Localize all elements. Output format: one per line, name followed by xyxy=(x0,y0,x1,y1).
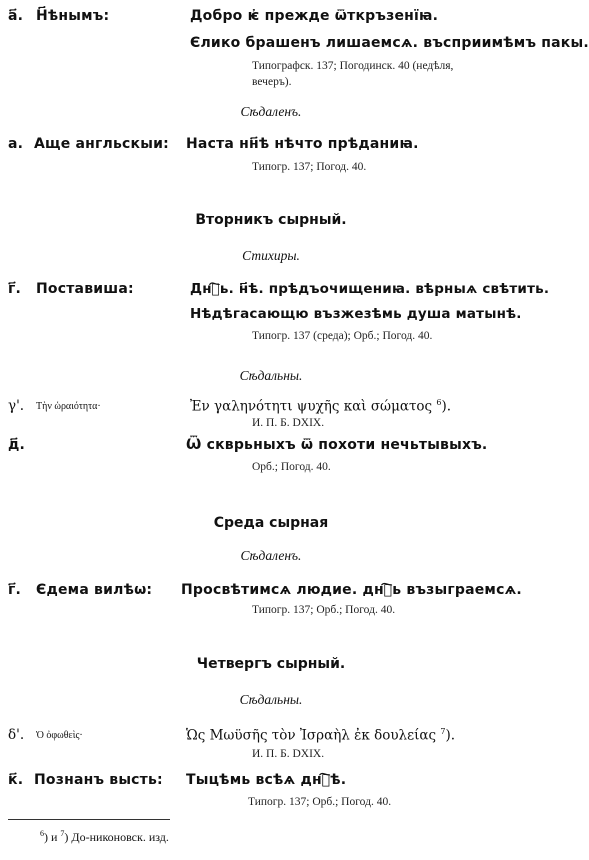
entry-source: Орб.; Погод. 40. xyxy=(252,461,331,473)
section-subheading: Сѣдальны. xyxy=(239,692,303,707)
entry-incipit: Аще англьскыи: xyxy=(34,136,169,152)
entry-number: г҃. xyxy=(8,582,22,598)
footnote-join: ) и xyxy=(44,830,58,844)
footnote-marker: 7 xyxy=(60,829,65,838)
entry-text-line: Тыцѣмь всѣѧ днⷭ҇ѣ. xyxy=(186,772,347,788)
entry-text-line: Єлико брашенъ лишаемсѧ. въсприимѣмъ пакы. xyxy=(190,35,589,51)
entry-text-line: Наста нн҃ѣ нѣчто прѣданиꙗ. xyxy=(186,136,419,152)
entry-greek-line xyxy=(190,398,451,415)
entry-number: а. xyxy=(8,136,24,152)
entry-greek-line xyxy=(186,727,455,744)
entry-source: Типогр. 137; Орб.; Погод. 40. xyxy=(248,796,392,808)
entry-source: И. П. Б. DXIX. xyxy=(252,748,325,760)
entry-number: к҃. xyxy=(8,772,24,788)
greek-text-end: ). xyxy=(445,727,456,744)
section-subheading: Стихиры. xyxy=(242,248,300,263)
entry-source: И. П. Б. DXIX. xyxy=(252,417,325,429)
footnote-marker: 7 xyxy=(440,727,446,736)
footnote-marker: 6 xyxy=(40,829,44,838)
section-subheading: Сѣдаленъ. xyxy=(240,548,302,563)
footnote-rule xyxy=(8,819,170,820)
greek-text: Ὡς Μωϋσῆς τὸν Ἰσραὴλ ἐκ δουλείας xyxy=(186,727,437,744)
entry-number: δ'. xyxy=(8,727,25,743)
footnote-marker: 6 xyxy=(436,398,442,407)
entry-text-line: Днⷭ҇ь. н҃ѣ. прѣдъочищениꙗ. вѣрныѧ свѣтить. xyxy=(190,281,550,297)
footnote-text: ) До-никоновск. изд. xyxy=(64,830,169,844)
entry-incipit: Єдема вилѣѡ: xyxy=(36,582,153,598)
day-heading: Четвергъ сырный. xyxy=(196,656,346,672)
entry-number: д҃. xyxy=(8,437,26,453)
section-subheading: Сѣдаленъ. xyxy=(240,104,302,119)
greek-text-end: ). xyxy=(441,398,452,415)
entry-text-line: Ѿ скврьныхъ ѿ похоти нечьтывыхъ. xyxy=(186,437,488,453)
entry-source: вечеръ). xyxy=(252,76,292,88)
footnote xyxy=(40,829,169,845)
section-subheading: Сѣдальны. xyxy=(239,368,303,383)
entry-text-line: Нѣдѣгасающю възжезѣмь душа матынѣ. xyxy=(190,306,522,322)
entry-source: Типогр. 137; Орб.; Погод. 40. xyxy=(252,604,396,616)
entry-source: Типографск. 137; Погодинск. 40 (недѣля, xyxy=(252,60,454,72)
entry-incipit: Н҃ѣнымъ: xyxy=(36,8,110,24)
entry-number: а҃. xyxy=(8,8,24,24)
greek-text: Ἐν γαληνότητι ψυχῆς καὶ σώματος xyxy=(190,398,433,415)
entry-text-line: Просвѣтимсѧ людие. днⷭ҇ь възыграемсѧ. xyxy=(181,582,522,598)
entry-source: Типогр. 137; Погод. 40. xyxy=(252,161,367,173)
entry-text-line: Добро ѥ҆ прежде ѿткръзенїꙗ. xyxy=(190,8,439,24)
day-heading: Вторникъ сырный. xyxy=(195,212,347,228)
day-heading: Среда сырная xyxy=(213,515,329,531)
entry-incipit: Τὴν ὡραιότητα· xyxy=(36,401,101,412)
entry-incipit: Поставиша: xyxy=(36,281,134,297)
entry-number: г҃. xyxy=(8,281,22,297)
entry-incipit: Познанъ высть: xyxy=(34,772,163,788)
entry-number: γ'. xyxy=(8,398,25,414)
entry-source: Типогр. 137 (среда); Орб.; Погод. 40. xyxy=(252,330,433,342)
entry-incipit: Ὁ ὀφωθεὶς· xyxy=(36,730,83,741)
